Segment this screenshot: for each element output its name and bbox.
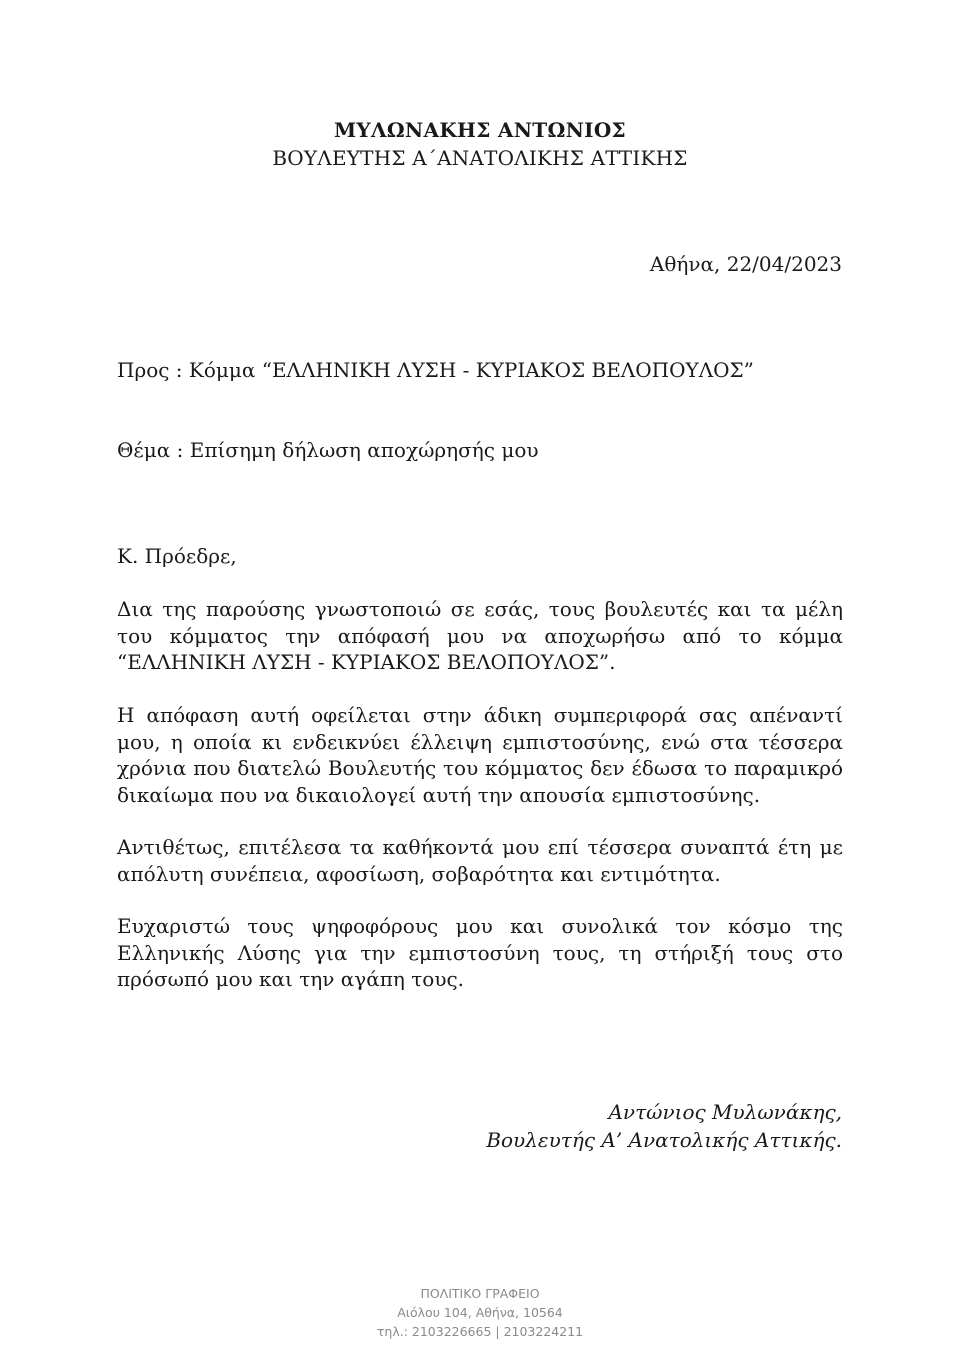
letter-date: Αθήνα, 22/04/2023	[649, 252, 842, 276]
letterhead	[0, 116, 960, 172]
body-paragraph-2: Η απόφαση αυτή οφείλεται στην άδικη συμπεριφορά σας απέναντί μου, η οποία κι ενδεικνύει έλλειψη εμπιστοσύνης, ενώ στα τέσσερα χρόνια που διατελώ Βουλευτής του κόμματος δεν έδωσα το παραμικρό δικαίωμα που να δικαιολογεί αυτή την απουσία εμπιστοσύνης.	[117, 703, 843, 807]
subject-line: Θέμα : Επίσημη δήλωση αποχώρησής μου	[117, 438, 539, 462]
signature-title: Βουλευτής Α’ Ανατολικής Αττικής.	[486, 1128, 842, 1152]
footer-phones: τηλ.: 2103226665 | 2103224211	[376, 1324, 584, 1339]
sender-role: ΒΟΥΛΕΥΤΗΣ Α΄ΑΝΑΤΟΛΙΚΗΣ ΑΤΤΙΚΗΣ	[272, 146, 688, 170]
signature-block	[486, 1098, 842, 1154]
signature-name: Αντώνιος Μυλωνάκης,	[608, 1100, 842, 1124]
body-paragraph-1: Δια της παρούσης γνωστοποιώ σε εσάς, τους βουλευτές και τα μέλη του κόμματος την απόφασή μου να αποχωρήσω από το κόμμα “ΕΛΛΗΝΙΚΗ ΛΥΣΗ - ΚΥΡΙΑΚΟΣ ΒΕΛΟΠΟΥΛΟΣ”.	[117, 597, 843, 674]
sender-name: ΜΥΛΩΝΑΚΗΣ ΑΝΤΩΝΙΟΣ	[333, 118, 626, 142]
body-paragraph-4: Ευχαριστώ τους ψηφοφόρους μου και συνολικά τον κόσμο της Ελληνικής Λύσης για την εμπιστοσύνη τους, τη στήριξή τους στο πρόσωπό μου και την αγάπη τους.	[117, 914, 843, 991]
body-paragraph-3: Αντιθέτως, επιτέλεσα τα καθήκοντά μου επί τέσσερα συναπτά έτη με απόλυτη συνέπεια, αφοσίωση, σοβαρότητα και εντιμότητα.	[117, 835, 843, 886]
salutation: Κ. Πρόεδρε,	[117, 544, 237, 568]
footer-address: Αιόλου 104, Αθήνα, 10564	[397, 1305, 563, 1320]
recipient-line: Προς : Κόμμα “ΕΛΛΗΝΙΚΗ ΛΥΣΗ - ΚΥΡΙΑΚΟΣ ΒΕΛΟΠΟΥΛΟΣ”	[117, 358, 754, 382]
footer	[0, 1284, 960, 1341]
footer-office: ΠΟΛΙΤΙΚΟ ΓΡΑΦΕΙΟ	[420, 1286, 540, 1301]
